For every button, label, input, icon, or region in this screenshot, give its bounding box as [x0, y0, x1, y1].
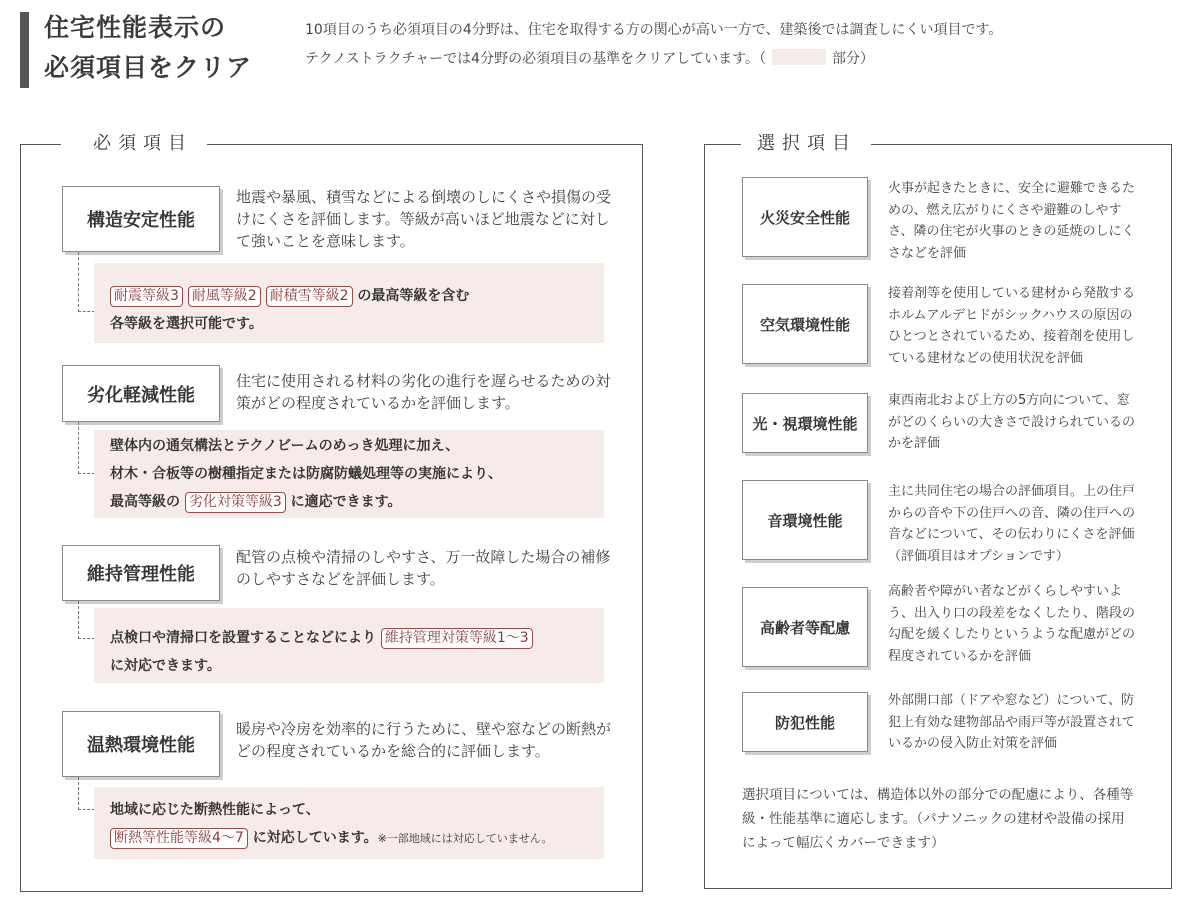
- intro-text: [305, 16, 1002, 74]
- optional-items-footnote: 選択項目については、構造体以外の部分での配慮により、各種等級・性能基準に適応します。（パナソニックの建材や設備の採用によって幅広くカバーできます）: [742, 787, 1134, 851]
- maintenance-description: 配管の点検や清掃のしやすさ、万一故障した場合の補修のしやすさなどを評価します。: [236, 548, 611, 588]
- intro-line2: [305, 45, 1002, 74]
- category-sound-environment: 音環境性能: [742, 480, 868, 560]
- detail-text: 壁体内の通気構法とテクノビームのめっき処理に加え、: [110, 438, 460, 454]
- detail-text: 材木・合板等の樹種指定または防腐防蟻処理等の実施により、: [110, 466, 502, 482]
- category-thermal-environment: 温熱環境性能: [62, 711, 220, 777]
- detail-text: の最高等級を含む: [357, 288, 470, 304]
- detail-text: 最高等級の: [110, 494, 180, 510]
- crime-prevention-description: 外部開口部（ドアや窓など）について、防犯上有効な建物部品や雨戸等が設置されているかの侵入防止対策を評価: [888, 693, 1136, 751]
- structural-stability-description: 地震や暴風、積雪などによる倒壊のしにくさや損傷の受けにくさを評価します。等級が高いほど地震などに対して強いことを意味します。: [236, 188, 612, 250]
- tag-maintenance-grade: 維持管理対策等級1～3: [381, 628, 533, 649]
- page-title-line1: 住宅性能表示の: [44, 13, 227, 42]
- air-environment-description: 接着剤等を使用している建材から発散するホルムアルデヒドがシックハウスの原因のひとつとされているため、接着剤を使用している建材などの使用状況を評価: [888, 286, 1136, 366]
- tag-seismic-grade: 耐震等級3: [110, 286, 183, 307]
- structural-stability-detail: [110, 282, 469, 338]
- category-maintenance: 維持管理性能: [62, 545, 220, 601]
- deterioration-reduction-description: 住宅に使用される材料の劣化の進行を遅らせるための対策がどの程度されているかを評価します。: [236, 372, 611, 412]
- sound-environment-description: 主に共同住宅の場合の評価項目。上の住戸からの音や下の住戸への音、隣の住戸への音などについて、その伝わりにくさを評価（評価項目はオプションです）: [888, 484, 1136, 564]
- connector-line: [78, 252, 95, 312]
- detail-text: に対応できます。: [110, 658, 221, 674]
- category-elderly-consideration: 高齢者等配慮: [742, 587, 868, 667]
- tag-wind-grade: 耐風等級2: [188, 286, 261, 307]
- category-light-visual-environment: 光・視環境性能: [742, 393, 868, 453]
- page-title-line2: 必須項目をクリア: [44, 53, 253, 82]
- tag-insulation-grade: 断熱等性能等級4～7: [110, 828, 248, 849]
- optional-items-heading: 選択項目: [757, 133, 857, 154]
- detail-text: 点検口や清掃口を設置することなどにより: [110, 630, 376, 646]
- elderly-consideration-description: 高齢者や障がい者などがくらしやすいよう、出入り口の段差をなくしたり、階段の勾配を緩くしたりというような配慮がどの程度されているかを評価: [888, 584, 1136, 664]
- intro-line2-b: 部分）: [831, 51, 874, 67]
- highlight-swatch: [772, 49, 826, 65]
- thermal-environment-detail: [110, 796, 552, 853]
- coverage-note: ※一部地域には対応していません。: [377, 832, 553, 845]
- category-structural-stability: 構造安定性能: [62, 186, 220, 252]
- category-crime-prevention: 防犯性能: [742, 692, 868, 752]
- category-air-environment: 空気環境性能: [742, 284, 868, 364]
- category-deterioration-reduction: 劣化軽減性能: [62, 365, 220, 422]
- tag-deterioration-grade: 劣化対策等級3: [185, 492, 286, 513]
- required-items-heading: 必須項目: [93, 133, 193, 154]
- deterioration-reduction-detail: [110, 432, 502, 516]
- intro-line2-a: テクノストラクチャーでは4分野の必須項目の基準をクリアしています。（: [305, 51, 766, 67]
- category-fire-safety: 火災安全性能: [742, 177, 868, 257]
- intro-line1: 10項目のうち必須項目の4分野は、住宅を取得する方の関心が高い一方で、建築後では調査しにくい項目です。: [305, 22, 1003, 38]
- maintenance-detail: [110, 624, 533, 680]
- required-items-frame: [20, 133, 643, 892]
- title-accent-bar: [20, 12, 29, 88]
- connector-line: [78, 422, 95, 474]
- detail-text: に適応できます。: [290, 494, 402, 510]
- detail-text: に対応しています。: [252, 830, 378, 846]
- thermal-environment-description: 暖房や冷房を効率的に行うために、壁や窓などの断熱がどの程度されているかを総合的に評価します。: [236, 720, 612, 760]
- connector-line: [78, 777, 95, 810]
- tag-snow-grade: 耐積雪等級2: [266, 286, 353, 307]
- light-visual-environment-description: 東西南北および上方の5方向について、窓がどのくらいの大きさで設けられているのかを評価: [888, 393, 1136, 451]
- detail-text: 各等級を選択可能です。: [110, 316, 263, 332]
- detail-text: 地域に応じた断熱性能によって、: [110, 802, 320, 818]
- connector-line: [78, 601, 95, 639]
- page-title: [44, 8, 252, 88]
- fire-safety-description: 火事が起きたときに、安全に避難できるための、燃え広がりにくさや避難のしやすさ、隣の住宅が火事のときの延焼のしにくさなどを評価: [888, 181, 1136, 261]
